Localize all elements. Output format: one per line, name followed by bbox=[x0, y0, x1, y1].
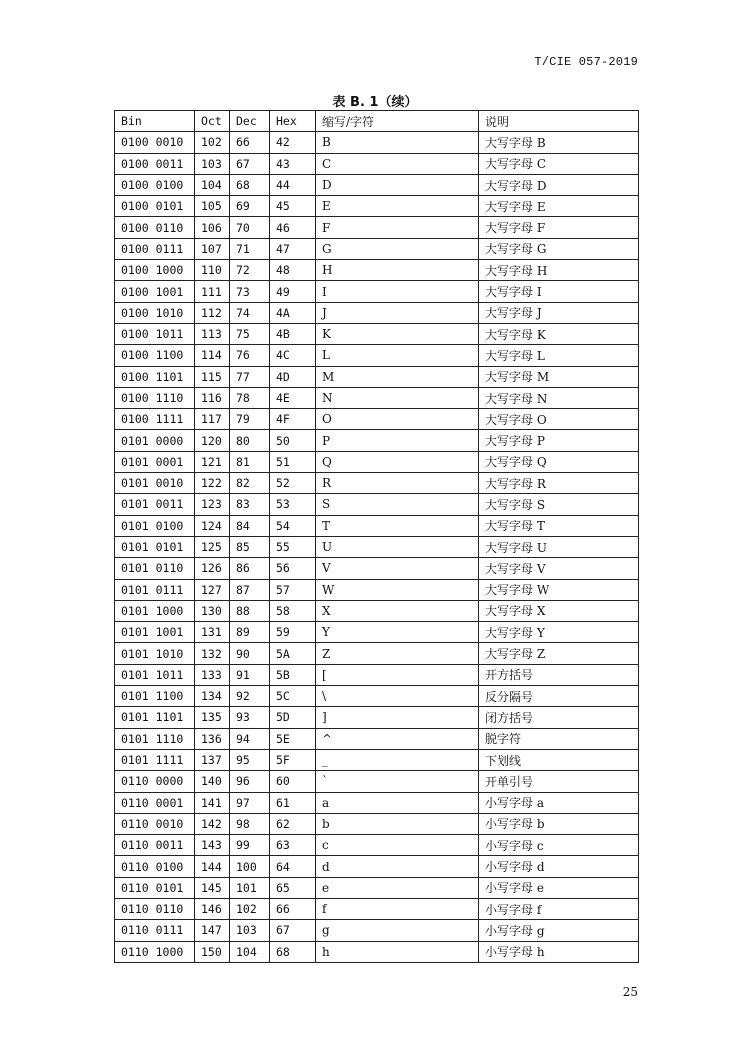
cell-character: d bbox=[316, 856, 479, 877]
cell-hex: 64 bbox=[270, 856, 316, 877]
cell-description: 大写字母 O bbox=[479, 409, 639, 430]
cell-dec: 73 bbox=[230, 281, 270, 302]
cell-character: ` bbox=[316, 771, 479, 792]
cell-oct: 124 bbox=[195, 515, 230, 536]
cell-oct: 122 bbox=[195, 473, 230, 494]
table-header-row bbox=[115, 111, 639, 132]
cell-dec: 96 bbox=[230, 771, 270, 792]
cell-description: 大写字母 W bbox=[479, 579, 639, 600]
cell-dec: 75 bbox=[230, 323, 270, 344]
column-header-dec: Dec bbox=[230, 111, 270, 132]
cell-oct: 133 bbox=[195, 664, 230, 685]
column-header-description: 说明 bbox=[479, 111, 639, 132]
cell-dec: 67 bbox=[230, 153, 270, 174]
table-row bbox=[115, 622, 639, 643]
cell-character: Q bbox=[316, 451, 479, 472]
cell-dec: 76 bbox=[230, 345, 270, 366]
cell-hex: 66 bbox=[270, 898, 316, 919]
cell-bin: 0101 1010 bbox=[115, 643, 195, 664]
cell-bin: 0100 0110 bbox=[115, 217, 195, 238]
cell-hex: 42 bbox=[270, 132, 316, 153]
table-row bbox=[115, 323, 639, 344]
cell-dec: 81 bbox=[230, 451, 270, 472]
cell-dec: 102 bbox=[230, 898, 270, 919]
cell-oct: 150 bbox=[195, 941, 230, 962]
table-row bbox=[115, 941, 639, 962]
cell-bin: 0110 1000 bbox=[115, 941, 195, 962]
cell-hex: 52 bbox=[270, 473, 316, 494]
table-row bbox=[115, 345, 639, 366]
cell-description: 大写字母 S bbox=[479, 494, 639, 515]
cell-description: 小写字母 b bbox=[479, 813, 639, 834]
cell-oct: 121 bbox=[195, 451, 230, 472]
cell-hex: 48 bbox=[270, 260, 316, 281]
cell-character: W bbox=[316, 579, 479, 600]
cell-bin: 0101 0100 bbox=[115, 515, 195, 536]
cell-description: 小写字母 g bbox=[479, 920, 639, 941]
cell-character: L bbox=[316, 345, 479, 366]
table-row bbox=[115, 494, 639, 515]
table-row bbox=[115, 835, 639, 856]
cell-dec: 94 bbox=[230, 728, 270, 749]
cell-oct: 131 bbox=[195, 622, 230, 643]
cell-description: 小写字母 h bbox=[479, 941, 639, 962]
cell-dec: 85 bbox=[230, 536, 270, 557]
cell-bin: 0101 0110 bbox=[115, 558, 195, 579]
cell-hex: 4C bbox=[270, 345, 316, 366]
cell-dec: 88 bbox=[230, 600, 270, 621]
cell-bin: 0100 0010 bbox=[115, 132, 195, 153]
cell-bin: 0101 1111 bbox=[115, 749, 195, 770]
table-row bbox=[115, 792, 639, 813]
column-header-bin: Bin bbox=[115, 111, 195, 132]
cell-bin: 0110 0101 bbox=[115, 877, 195, 898]
cell-description: 大写字母 V bbox=[479, 558, 639, 579]
cell-hex: 5E bbox=[270, 728, 316, 749]
cell-bin: 0110 0010 bbox=[115, 813, 195, 834]
table-row bbox=[115, 238, 639, 259]
cell-bin: 0110 0100 bbox=[115, 856, 195, 877]
cell-character: D bbox=[316, 174, 479, 195]
cell-oct: 126 bbox=[195, 558, 230, 579]
cell-character: F bbox=[316, 217, 479, 238]
cell-hex: 5A bbox=[270, 643, 316, 664]
cell-hex: 47 bbox=[270, 238, 316, 259]
cell-character: c bbox=[316, 835, 479, 856]
cell-description: 闭方括号 bbox=[479, 707, 639, 728]
cell-oct: 135 bbox=[195, 707, 230, 728]
cell-oct: 103 bbox=[195, 153, 230, 174]
cell-character: O bbox=[316, 409, 479, 430]
table-row bbox=[115, 664, 639, 685]
cell-bin: 0101 0101 bbox=[115, 536, 195, 557]
cell-dec: 82 bbox=[230, 473, 270, 494]
cell-bin: 0101 1101 bbox=[115, 707, 195, 728]
table-row bbox=[115, 707, 639, 728]
table-row bbox=[115, 856, 639, 877]
cell-character: N bbox=[316, 387, 479, 408]
cell-bin: 0110 0111 bbox=[115, 920, 195, 941]
cell-description: 反分隔号 bbox=[479, 686, 639, 707]
cell-character: X bbox=[316, 600, 479, 621]
cell-bin: 0100 0100 bbox=[115, 174, 195, 195]
cell-dec: 97 bbox=[230, 792, 270, 813]
cell-bin: 0101 0010 bbox=[115, 473, 195, 494]
cell-dec: 80 bbox=[230, 430, 270, 451]
cell-dec: 101 bbox=[230, 877, 270, 898]
cell-oct: 107 bbox=[195, 238, 230, 259]
cell-dec: 66 bbox=[230, 132, 270, 153]
table-row bbox=[115, 877, 639, 898]
table-row bbox=[115, 153, 639, 174]
cell-bin: 0110 0110 bbox=[115, 898, 195, 919]
table-row bbox=[115, 387, 639, 408]
cell-hex: 4A bbox=[270, 302, 316, 323]
cell-dec: 100 bbox=[230, 856, 270, 877]
cell-oct: 125 bbox=[195, 536, 230, 557]
cell-description: 小写字母 d bbox=[479, 856, 639, 877]
cell-dec: 89 bbox=[230, 622, 270, 643]
table-row bbox=[115, 898, 639, 919]
cell-description: 小写字母 c bbox=[479, 835, 639, 856]
cell-character: [ bbox=[316, 664, 479, 685]
cell-description: 大写字母 X bbox=[479, 600, 639, 621]
table-row bbox=[115, 430, 639, 451]
cell-description: 小写字母 a bbox=[479, 792, 639, 813]
cell-dec: 78 bbox=[230, 387, 270, 408]
cell-character: T bbox=[316, 515, 479, 536]
cell-dec: 74 bbox=[230, 302, 270, 323]
table-row bbox=[115, 132, 639, 153]
cell-hex: 46 bbox=[270, 217, 316, 238]
cell-character: _ bbox=[316, 749, 479, 770]
cell-oct: 143 bbox=[195, 835, 230, 856]
cell-description: 大写字母 C bbox=[479, 153, 639, 174]
cell-character: Y bbox=[316, 622, 479, 643]
cell-dec: 86 bbox=[230, 558, 270, 579]
cell-character: ^ bbox=[316, 728, 479, 749]
cell-description: 大写字母 G bbox=[479, 238, 639, 259]
table-row bbox=[115, 174, 639, 195]
cell-oct: 110 bbox=[195, 260, 230, 281]
cell-character: e bbox=[316, 877, 479, 898]
cell-bin: 0101 1110 bbox=[115, 728, 195, 749]
cell-oct: 145 bbox=[195, 877, 230, 898]
cell-character: S bbox=[316, 494, 479, 515]
cell-hex: 59 bbox=[270, 622, 316, 643]
cell-hex: 58 bbox=[270, 600, 316, 621]
column-header-oct: Oct bbox=[195, 111, 230, 132]
cell-oct: 115 bbox=[195, 366, 230, 387]
table-row bbox=[115, 579, 639, 600]
cell-dec: 68 bbox=[230, 174, 270, 195]
cell-hex: 4F bbox=[270, 409, 316, 430]
cell-description: 大写字母 E bbox=[479, 196, 639, 217]
cell-hex: 5F bbox=[270, 749, 316, 770]
cell-oct: 114 bbox=[195, 345, 230, 366]
cell-bin: 0100 1001 bbox=[115, 281, 195, 302]
cell-oct: 144 bbox=[195, 856, 230, 877]
cell-character: K bbox=[316, 323, 479, 344]
cell-hex: 44 bbox=[270, 174, 316, 195]
cell-oct: 140 bbox=[195, 771, 230, 792]
cell-hex: 54 bbox=[270, 515, 316, 536]
table-row bbox=[115, 196, 639, 217]
cell-bin: 0101 1100 bbox=[115, 686, 195, 707]
cell-bin: 0100 1111 bbox=[115, 409, 195, 430]
cell-bin: 0101 0000 bbox=[115, 430, 195, 451]
cell-character: R bbox=[316, 473, 479, 494]
cell-oct: 112 bbox=[195, 302, 230, 323]
cell-character: E bbox=[316, 196, 479, 217]
cell-bin: 0101 0011 bbox=[115, 494, 195, 515]
cell-dec: 71 bbox=[230, 238, 270, 259]
cell-dec: 79 bbox=[230, 409, 270, 430]
cell-oct: 102 bbox=[195, 132, 230, 153]
cell-oct: 132 bbox=[195, 643, 230, 664]
cell-hex: 56 bbox=[270, 558, 316, 579]
cell-character: H bbox=[316, 260, 479, 281]
document-id: T/CIE 057-2019 bbox=[534, 55, 638, 69]
cell-oct: 106 bbox=[195, 217, 230, 238]
table-row bbox=[115, 771, 639, 792]
cell-dec: 87 bbox=[230, 579, 270, 600]
table-row bbox=[115, 515, 639, 536]
cell-dec: 92 bbox=[230, 686, 270, 707]
cell-description: 大写字母 Y bbox=[479, 622, 639, 643]
cell-hex: 63 bbox=[270, 835, 316, 856]
cell-description: 大写字母 L bbox=[479, 345, 639, 366]
cell-description: 大写字母 T bbox=[479, 515, 639, 536]
cell-hex: 65 bbox=[270, 877, 316, 898]
cell-oct: 120 bbox=[195, 430, 230, 451]
cell-oct: 130 bbox=[195, 600, 230, 621]
cell-description: 大写字母 Z bbox=[479, 643, 639, 664]
table-row bbox=[115, 686, 639, 707]
cell-oct: 147 bbox=[195, 920, 230, 941]
cell-bin: 0100 1011 bbox=[115, 323, 195, 344]
cell-bin: 0100 0111 bbox=[115, 238, 195, 259]
cell-bin: 0101 1011 bbox=[115, 664, 195, 685]
cell-dec: 84 bbox=[230, 515, 270, 536]
cell-character: V bbox=[316, 558, 479, 579]
cell-description: 下划线 bbox=[479, 749, 639, 770]
cell-oct: 141 bbox=[195, 792, 230, 813]
table-row bbox=[115, 600, 639, 621]
cell-description: 大写字母 D bbox=[479, 174, 639, 195]
cell-dec: 95 bbox=[230, 749, 270, 770]
table-row bbox=[115, 451, 639, 472]
cell-hex: 45 bbox=[270, 196, 316, 217]
cell-hex: 62 bbox=[270, 813, 316, 834]
cell-hex: 5C bbox=[270, 686, 316, 707]
cell-character: Z bbox=[316, 643, 479, 664]
cell-hex: 4D bbox=[270, 366, 316, 387]
cell-hex: 4E bbox=[270, 387, 316, 408]
cell-hex: 4B bbox=[270, 323, 316, 344]
cell-oct: 117 bbox=[195, 409, 230, 430]
cell-oct: 111 bbox=[195, 281, 230, 302]
table-row bbox=[115, 749, 639, 770]
cell-hex: 53 bbox=[270, 494, 316, 515]
cell-hex: 49 bbox=[270, 281, 316, 302]
cell-bin: 0100 1010 bbox=[115, 302, 195, 323]
cell-character: ] bbox=[316, 707, 479, 728]
cell-character: b bbox=[316, 813, 479, 834]
cell-dec: 90 bbox=[230, 643, 270, 664]
cell-description: 大写字母 P bbox=[479, 430, 639, 451]
cell-dec: 70 bbox=[230, 217, 270, 238]
page-number: 25 bbox=[622, 985, 638, 999]
cell-hex: 61 bbox=[270, 792, 316, 813]
cell-character: B bbox=[316, 132, 479, 153]
cell-character: M bbox=[316, 366, 479, 387]
column-header-abbreviation: 缩写/字符 bbox=[316, 111, 479, 132]
cell-description: 小写字母 f bbox=[479, 898, 639, 919]
cell-hex: 60 bbox=[270, 771, 316, 792]
cell-dec: 103 bbox=[230, 920, 270, 941]
cell-hex: 43 bbox=[270, 153, 316, 174]
cell-bin: 0110 0001 bbox=[115, 792, 195, 813]
cell-bin: 0100 0011 bbox=[115, 153, 195, 174]
cell-dec: 93 bbox=[230, 707, 270, 728]
cell-dec: 77 bbox=[230, 366, 270, 387]
cell-bin: 0100 1000 bbox=[115, 260, 195, 281]
table-row bbox=[115, 281, 639, 302]
cell-hex: 57 bbox=[270, 579, 316, 600]
cell-description: 大写字母 F bbox=[479, 217, 639, 238]
cell-description: 开单引号 bbox=[479, 771, 639, 792]
cell-bin: 0100 0101 bbox=[115, 196, 195, 217]
cell-oct: 137 bbox=[195, 749, 230, 770]
cell-character: f bbox=[316, 898, 479, 919]
cell-description: 脱字符 bbox=[479, 728, 639, 749]
cell-description: 大写字母 I bbox=[479, 281, 639, 302]
ascii-code-table bbox=[114, 110, 639, 963]
table-row bbox=[115, 728, 639, 749]
cell-oct: 116 bbox=[195, 387, 230, 408]
cell-character: C bbox=[316, 153, 479, 174]
cell-dec: 98 bbox=[230, 813, 270, 834]
cell-dec: 69 bbox=[230, 196, 270, 217]
cell-hex: 51 bbox=[270, 451, 316, 472]
cell-bin: 0101 1000 bbox=[115, 600, 195, 621]
cell-character: U bbox=[316, 536, 479, 557]
cell-character: h bbox=[316, 941, 479, 962]
cell-dec: 91 bbox=[230, 664, 270, 685]
table-row bbox=[115, 217, 639, 238]
cell-description: 大写字母 M bbox=[479, 366, 639, 387]
cell-bin: 0100 1110 bbox=[115, 387, 195, 408]
table-row bbox=[115, 536, 639, 557]
cell-character: P bbox=[316, 430, 479, 451]
cell-bin: 0100 1100 bbox=[115, 345, 195, 366]
table-row bbox=[115, 920, 639, 941]
cell-description: 小写字母 e bbox=[479, 877, 639, 898]
cell-character: \ bbox=[316, 686, 479, 707]
cell-character: I bbox=[316, 281, 479, 302]
cell-description: 大写字母 Q bbox=[479, 451, 639, 472]
table-row bbox=[115, 260, 639, 281]
cell-bin: 0101 0001 bbox=[115, 451, 195, 472]
cell-bin: 0110 0011 bbox=[115, 835, 195, 856]
cell-hex: 50 bbox=[270, 430, 316, 451]
table-row bbox=[115, 366, 639, 387]
column-header-hex: Hex bbox=[270, 111, 316, 132]
cell-character: J bbox=[316, 302, 479, 323]
cell-description: 大写字母 N bbox=[479, 387, 639, 408]
cell-hex: 68 bbox=[270, 941, 316, 962]
cell-bin: 0100 1101 bbox=[115, 366, 195, 387]
cell-dec: 83 bbox=[230, 494, 270, 515]
cell-dec: 72 bbox=[230, 260, 270, 281]
cell-bin: 0110 0000 bbox=[115, 771, 195, 792]
cell-hex: 5B bbox=[270, 664, 316, 685]
cell-bin: 0101 1001 bbox=[115, 622, 195, 643]
table-row bbox=[115, 473, 639, 494]
cell-description: 大写字母 U bbox=[479, 536, 639, 557]
cell-character: G bbox=[316, 238, 479, 259]
cell-description: 大写字母 H bbox=[479, 260, 639, 281]
cell-oct: 123 bbox=[195, 494, 230, 515]
table-row bbox=[115, 409, 639, 430]
cell-oct: 142 bbox=[195, 813, 230, 834]
cell-oct: 105 bbox=[195, 196, 230, 217]
cell-hex: 55 bbox=[270, 536, 316, 557]
cell-description: 开方括号 bbox=[479, 664, 639, 685]
cell-oct: 113 bbox=[195, 323, 230, 344]
cell-description: 大写字母 B bbox=[479, 132, 639, 153]
table-row bbox=[115, 643, 639, 664]
cell-dec: 104 bbox=[230, 941, 270, 962]
table-caption: 表 B. 1（续） bbox=[332, 95, 418, 110]
cell-oct: 104 bbox=[195, 174, 230, 195]
cell-description: 大写字母 R bbox=[479, 473, 639, 494]
cell-bin: 0101 0111 bbox=[115, 579, 195, 600]
cell-description: 大写字母 K bbox=[479, 323, 639, 344]
cell-oct: 127 bbox=[195, 579, 230, 600]
table-body bbox=[115, 132, 639, 963]
table-row bbox=[115, 558, 639, 579]
cell-dec: 99 bbox=[230, 835, 270, 856]
cell-description: 大写字母 J bbox=[479, 302, 639, 323]
cell-oct: 136 bbox=[195, 728, 230, 749]
cell-character: a bbox=[316, 792, 479, 813]
table-row bbox=[115, 302, 639, 323]
cell-oct: 146 bbox=[195, 898, 230, 919]
cell-oct: 134 bbox=[195, 686, 230, 707]
cell-character: g bbox=[316, 920, 479, 941]
cell-hex: 5D bbox=[270, 707, 316, 728]
cell-hex: 67 bbox=[270, 920, 316, 941]
table-row bbox=[115, 813, 639, 834]
